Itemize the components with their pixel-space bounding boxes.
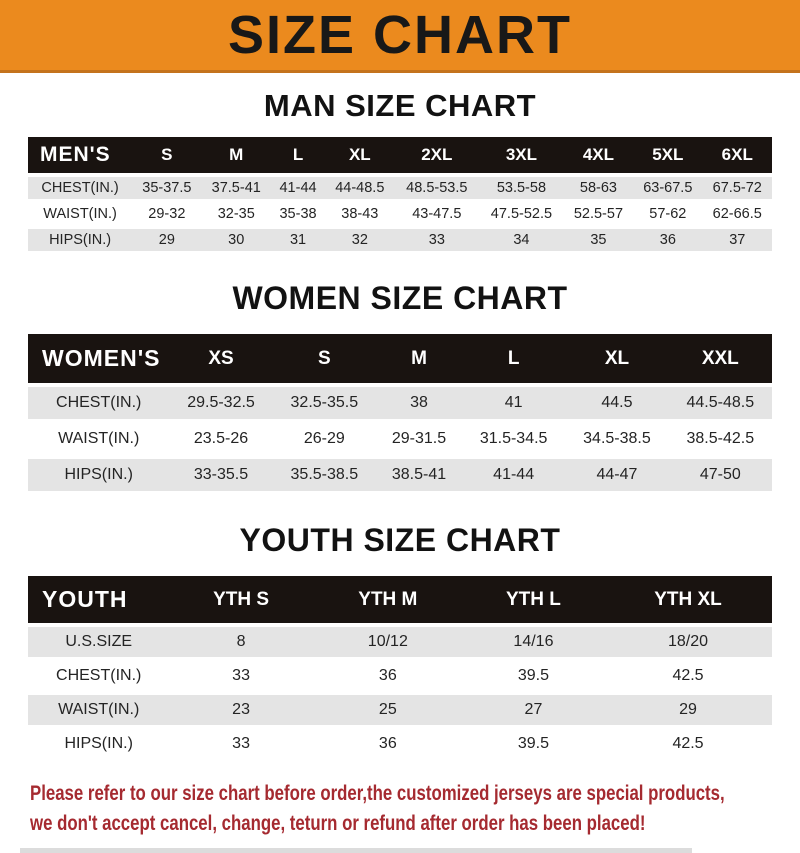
measure-row-label: WAIST(IN.) (43, 206, 117, 222)
size-column-header: S (273, 334, 376, 383)
size-value-cell: 37 (703, 229, 772, 251)
size-value-cell: 29.5-32.5 (169, 387, 272, 419)
measure-row (28, 229, 772, 251)
size-value-cell: 34 (479, 229, 564, 251)
size-column-header: XL (325, 137, 394, 173)
size-column-header: YTH XL (604, 576, 772, 623)
size-table (28, 572, 772, 763)
table-head (28, 334, 772, 383)
size-value-cell: 29-32 (148, 206, 186, 222)
size-value-cell: 31.5-34.5 (479, 430, 548, 447)
table-header-label: MEN'S (28, 137, 132, 173)
measure-row-label: WAIST(IN.) (28, 695, 169, 725)
size-value-cell: 33-35.5 (169, 459, 272, 491)
size-value-cell: 44-47 (565, 459, 668, 491)
size-column-header: 4XL (564, 137, 633, 173)
size-value-cell: 8 (169, 627, 312, 657)
size-column-header: XS (169, 334, 272, 383)
size-value-cell: 47-50 (669, 459, 772, 491)
size-value-cell: 41 (462, 387, 565, 419)
measure-row (28, 423, 772, 455)
size-value-cell: 18/20 (604, 627, 772, 657)
table-head (28, 576, 772, 623)
measure-row (28, 695, 772, 725)
size-value-cell: 43-47.5 (412, 206, 462, 222)
measure-row-label: CHEST(IN.) (28, 177, 132, 199)
section-title: WOMEN SIZE CHART (232, 280, 568, 316)
size-value-cell: 35-38 (279, 206, 317, 222)
size-value-cell: 38 (376, 387, 462, 419)
size-value-cell: 30 (202, 229, 271, 251)
size-value-cell: 33 (232, 735, 250, 752)
size-column-header: YTH S (169, 576, 312, 623)
size-column-header: M (376, 334, 462, 383)
size-column-header: XL (565, 334, 668, 383)
size-column-header: YTH L (463, 576, 604, 623)
table-header-row (28, 334, 772, 383)
size-value-cell: 47.5-52.5 (490, 206, 553, 222)
size-value-cell: 53.5-58 (479, 177, 564, 199)
size-column-header: L (462, 334, 565, 383)
size-column-header: XXL (669, 334, 772, 383)
footer-line-2: we don't accept cancel, change, teturn or refund after order has been placed! (30, 812, 646, 836)
size-value-cell: 27 (463, 695, 604, 725)
size-value-cell: 10/12 (313, 627, 463, 657)
section-title: YOUTH SIZE CHART (239, 522, 561, 558)
size-column-header: S (132, 137, 201, 173)
size-value-cell: 34.5-38.5 (583, 430, 651, 447)
size-column-header: 6XL (703, 137, 772, 173)
measure-row (28, 729, 772, 759)
size-value-cell: 36 (633, 229, 702, 251)
page-title: SIZE CHART (228, 5, 572, 65)
table-body (28, 627, 772, 759)
size-value-cell: 32 (325, 229, 394, 251)
size-column-header: M (202, 137, 271, 173)
measure-row (28, 661, 772, 691)
size-value-cell: 31 (271, 229, 325, 251)
size-value-cell: 14/16 (463, 627, 604, 657)
table-header-row (28, 137, 772, 173)
measure-row-label: U.S.SIZE (28, 627, 169, 657)
section-title: MAN SIZE CHART (263, 88, 537, 123)
size-value-cell: 67.5-72 (703, 177, 772, 199)
measure-row (28, 627, 772, 657)
size-table (28, 133, 772, 255)
bottom-divider (20, 848, 692, 853)
size-value-cell: 29 (604, 695, 772, 725)
size-value-cell: 48.5-53.5 (395, 177, 480, 199)
footer-line-1: Please refer to our size chart before order,the customized jerseys are special products, (30, 782, 725, 805)
measure-row-label: HIPS(IN.) (64, 735, 133, 752)
size-value-cell: 32-35 (217, 206, 255, 222)
size-value-cell: 26-29 (303, 430, 345, 447)
size-value-cell: 38-43 (341, 206, 379, 222)
size-value-cell: 63-67.5 (633, 177, 702, 199)
size-value-cell: 25 (313, 695, 463, 725)
size-value-cell: 39.5 (517, 735, 550, 752)
size-value-cell: 58-63 (564, 177, 633, 199)
table-body (28, 387, 772, 491)
size-column-header: YTH M (313, 576, 463, 623)
size-value-cell: 39.5 (517, 667, 550, 684)
size-value-cell: 29-31.5 (391, 430, 447, 447)
table-header-label: YOUTH (28, 576, 169, 623)
size-column-header: 3XL (479, 137, 564, 173)
measure-row-label: CHEST(IN.) (28, 387, 169, 419)
size-column-header: 2XL (395, 137, 480, 173)
size-value-cell: 41-44 (271, 177, 325, 199)
sections (0, 88, 800, 763)
size-value-cell: 44.5-48.5 (669, 387, 772, 419)
size-value-cell: 37.5-41 (202, 177, 271, 199)
size-value-cell: 35-37.5 (132, 177, 201, 199)
size-section (0, 88, 800, 255)
size-value-cell: 35.5-38.5 (273, 459, 376, 491)
size-value-cell: 57-62 (649, 206, 687, 222)
table-header-row (28, 576, 772, 623)
size-value-cell: 23.5-26 (193, 430, 249, 447)
size-value-cell: 42.5 (672, 735, 704, 752)
size-table (28, 330, 772, 495)
size-value-cell: 29 (132, 229, 201, 251)
size-value-cell: 32.5-35.5 (273, 387, 376, 419)
size-value-cell: 33 (395, 229, 480, 251)
size-value-cell: 44.5 (565, 387, 668, 419)
table-body (28, 177, 772, 251)
size-value-cell: 35 (564, 229, 633, 251)
banner (0, 0, 800, 73)
measure-row-label: HIPS(IN.) (28, 459, 169, 491)
size-value-cell: 33 (232, 667, 250, 684)
size-value-cell: 38.5-41 (376, 459, 462, 491)
measure-row-label: HIPS(IN.) (28, 229, 132, 251)
size-value-cell: 41-44 (462, 459, 565, 491)
size-value-cell: 42.5 (672, 667, 704, 684)
size-value-cell: 44-48.5 (325, 177, 394, 199)
size-column-header: L (271, 137, 325, 173)
size-value-cell: 62-66.5 (712, 206, 762, 222)
measure-row (28, 387, 772, 419)
size-section (0, 280, 800, 495)
size-value-cell: 36 (378, 667, 397, 684)
measure-row (28, 459, 772, 491)
table-header-label: WOMEN'S (28, 334, 169, 383)
measure-row (28, 177, 772, 199)
size-section (0, 522, 800, 763)
measure-row-label: WAIST(IN.) (58, 430, 140, 447)
size-value-cell: 23 (169, 695, 312, 725)
table-head (28, 137, 772, 173)
size-value-cell: 36 (378, 735, 397, 752)
size-value-cell: 38.5-42.5 (686, 430, 755, 447)
size-value-cell: 52.5-57 (573, 206, 624, 222)
footer-notice (30, 779, 800, 840)
measure-row-label: CHEST(IN.) (56, 667, 142, 684)
size-column-header: 5XL (633, 137, 702, 173)
measure-row (28, 203, 772, 225)
